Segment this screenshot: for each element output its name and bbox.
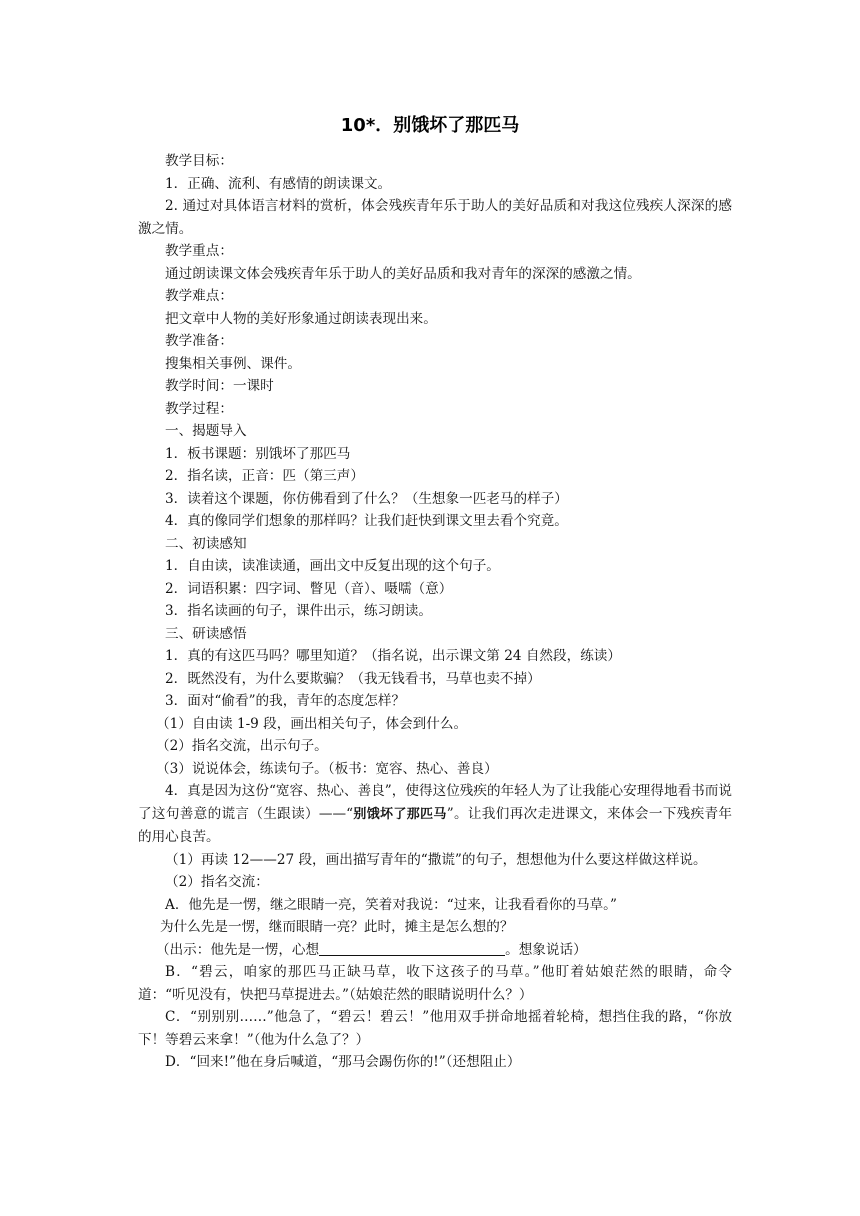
section-3-item-3-sub-3: （3）说说体会，练读句子。（板书：宽容、热心、善良） — [156, 760, 498, 777]
section-2-item-2: 2．词语积累：四字词、瞥见（音）、嗫嚅（意） — [165, 580, 453, 597]
document-body — [138, 150, 732, 1074]
section-1-item-3: 3．读着这个课题，你仿佛看到了什么？（生想象一匹老马的样子） — [165, 490, 568, 507]
section-3-item-2: 2．既然没有，为什么要欺骗？（我无钱看书，马草也卖不掉） — [165, 670, 541, 687]
goal-1: 1．正确、流利、有感情的朗读课文。 — [165, 175, 392, 192]
fill-in-blank — [319, 941, 505, 956]
key-points-heading: 教学重点： — [165, 243, 233, 259]
difficulty-heading: 教学难点： — [165, 288, 233, 304]
section-3-item-3: 3．面对“偷看”的我，青年的态度怎样？ — [165, 693, 406, 709]
section-1-item-4: 4．真的像同学们想象的那样吗？让我们赶快到课文里去看个究竟。 — [165, 513, 568, 529]
section-2-item-1: 1．自由读，读准读通，画出文中反复出现的这个句子。 — [165, 558, 500, 574]
section-1-item-2: 2．指名读，正音：匹（第三声） — [165, 468, 364, 484]
quote-a-question: 为什么先是一愣，继而眼睛一亮？此时，摊主是怎么想的？ — [160, 919, 514, 935]
item-4-text-end: ”。让我们再次走进课文，来体会一下残疾青年的用心良苦。 — [138, 805, 732, 845]
section-3-item-3-sub-1: （1）自由读 1-9 段，画出相关句子，体会到什么。 — [156, 715, 468, 732]
prompt-text-end: 。想象说话） — [505, 941, 587, 958]
goal-2: 2. 通过对具体语言材料的赏析，体会残疾青年乐于助人的美好品质和对我这位残疾人深深的感激之情。 — [138, 198, 732, 237]
item-4-text-start: 4．真是因为这份“宽容、热心、善良”，使得这位残疾的年轻人为了让我能心安理得地看书而说了这句善意的谎言（生跟读）——“ — [138, 783, 732, 822]
teaching-time: 教学时间：一课时 — [165, 378, 274, 394]
section-1-item-1: 1．板书课题：别饿坏了那匹马 — [165, 445, 351, 462]
section-3-item-4-sub-1: （1）再读 12——27 段，画出描写青年的“撒谎”的句子，想想他为什么要这样做这样说。 — [165, 851, 707, 868]
quote-a-prompt — [138, 939, 732, 962]
quote-d: D．“回来!”他在身后喊道，“那马会踢伤你的!”（还想阻止） — [165, 1054, 521, 1070]
difficulty: 把文章中人物的美好形象通过朗读表现出来。 — [165, 310, 437, 327]
process-heading: 教学过程： — [165, 400, 233, 417]
item-4-bold-phrase: 别饿坏了那匹马 — [353, 806, 447, 822]
quote-b: B．“碧云，咱家的那匹马正缺马草，收下这孩子的马草。”他盯着姑娘茫然的眼睛，命令道：“听见没有，快把马草提进去。”（姑娘茫然的眼睛说明什么？） — [138, 964, 732, 1003]
prompt-text-start: （出示：他先是一愣，心想 — [156, 941, 320, 958]
section-3-item-1: 1．真的有这匹马吗？哪里知道？（指名说，出示课文第 24 自然段，练读） — [165, 648, 621, 664]
preparation-heading: 教学准备： — [165, 333, 233, 349]
quote-c: C．“别别别……”他急了，“碧云！碧云！”他用双手拼命地摇着轮椅，想挡住我的路，“你放下！等碧云来拿！”（他为什么急了？） — [138, 1009, 732, 1048]
section-3-item-4-sub-2: （2）指名交流： — [165, 874, 269, 890]
section-3-item-3-sub-2: （2）指名交流，出示句子。 — [156, 738, 328, 754]
page-title: 10*．别饿坏了那匹马 — [340, 115, 520, 136]
section-1-heading: 一、揭题导入 — [165, 423, 247, 439]
section-3-item-4 — [138, 780, 732, 849]
key-points: 通过朗读课文体会残疾青年乐于助人的美好品质和我对青年的深深的感激之情。 — [165, 265, 641, 282]
section-3-heading: 三、研读感悟 — [165, 625, 247, 642]
teaching-goals-heading: 教学目标： — [165, 153, 233, 169]
section-2-heading: 二、初读感知 — [165, 535, 247, 552]
quote-a: A．他先是一愣，继之眼睛一亮，笑着对我说：“过来，让我看看你的马草。” — [165, 896, 617, 913]
section-2-item-3: 3．指名读画的句子，课件出示，练习朗读。 — [165, 603, 432, 619]
preparation: 搜集相关事例、课件。 — [165, 355, 301, 372]
